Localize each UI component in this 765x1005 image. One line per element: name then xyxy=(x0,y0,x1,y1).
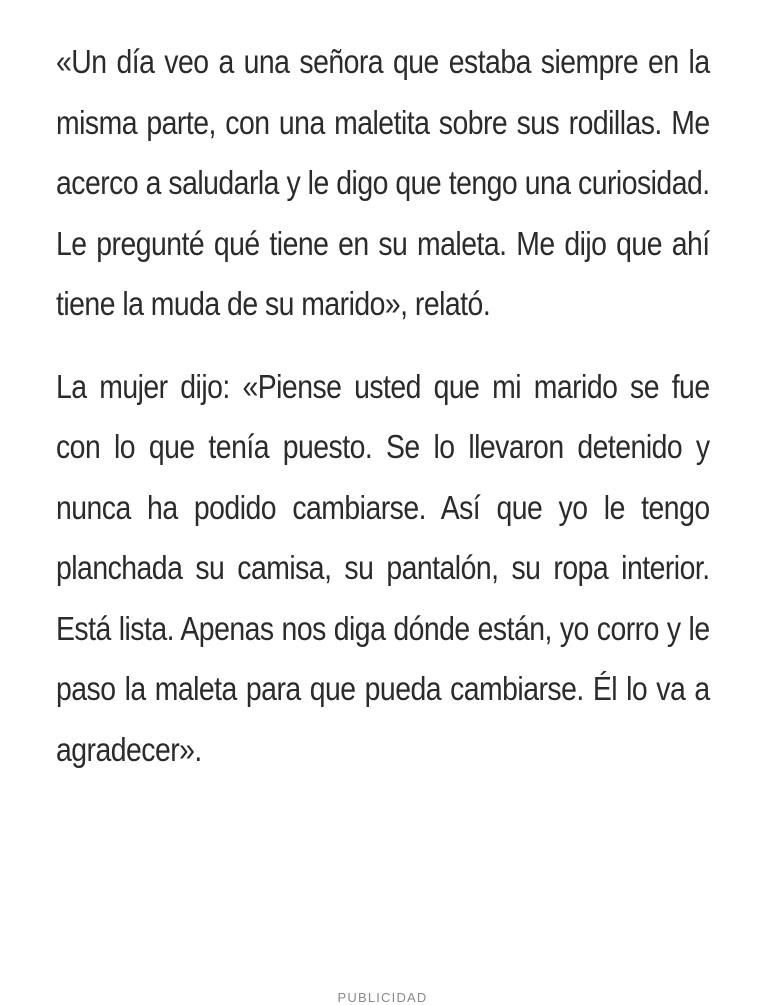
article-paragraph-1: «Un día veo a una señora que estaba siempre en la misma parte, con una maletita sobre sus rodillas. Me acerco a saludarla y le digo que tengo una curiosidad. Le pregunté qué tiene en su maleta. Me dijo que ahí tiene la muda de su marido», relató. xyxy=(56,43,710,322)
article-body xyxy=(56,32,710,802)
article-paragraph-2: La mujer dijo: «Piense usted que mi marido se fue con lo que tenía puesto. Se lo llevaron detenido y nunca ha podido cambiarse. Así que yo le tengo planchada su camisa, su pantalón, su ropa interior. Está lista. Apenas nos diga dónde están, yo corro y le paso la maleta para que pueda cambiarse. Él lo va a agradecer». xyxy=(56,367,710,768)
advertisement-label: PUBLICIDAD xyxy=(337,990,428,1005)
